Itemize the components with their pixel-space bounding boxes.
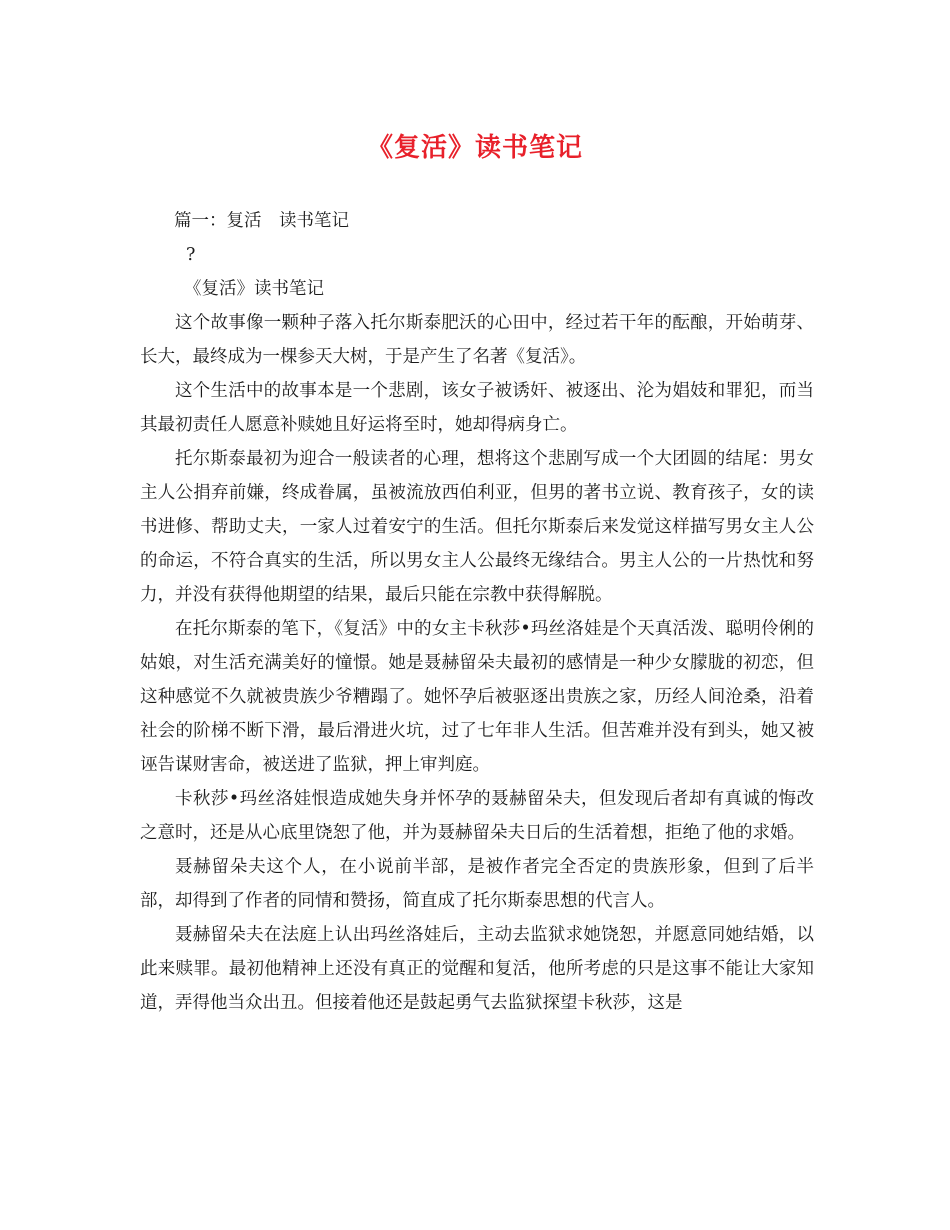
document-title: 《复活》读书笔记 xyxy=(366,133,583,163)
paragraph-2: 这个生活中的故事本是一个悲剧，该女子被诱奸、被逐出、沦为娼妓和罪犯，而当其最初责任人愿意补赎她且好运将至时，她却得病身亡。 xyxy=(140,381,814,435)
question-mark-line: ? xyxy=(186,245,196,265)
paragraph-1: 这个故事像一颗种子落入托尔斯泰肥沃的心田中，经过若干年的酝酿，开始萌芽、长大，最终成为一棵参天大树，于是产生了名著《复活》。 xyxy=(140,313,814,367)
section-heading: 篇一：复活 读书笔记 xyxy=(174,211,349,231)
paragraph-6: 聂赫留朵夫这个人，在小说前半部，是被作者完全否定的贵族形象，但到了后半部，却得到了作者的同情和赞扬，简直成了托尔斯泰思想的代言人。 xyxy=(140,857,814,911)
paragraph-3: 托尔斯泰最初为迎合一般读者的心理，想将这个悲剧写成一个大团圆的结尾：男女主人公捐弃前嫌，终成眷属，虽被流放西伯利亚，但男的著书立说、教育孩子，女的读书进修、帮助丈夫，一家人过着安宁的生活。但托尔斯泰后来发觉这样描写男女主人公的命运，不符合真实的生活，所以男女主人公最终无缘结合。男主人公的一片热忱和努力，并没有获得他期望的结果，最后只能在宗教中获得解脱。 xyxy=(140,449,814,605)
document-body xyxy=(140,204,814,1020)
paragraph-7: 聂赫留朵夫在法庭上认出玛丝洛娃后，主动去监狱求她饶恕，并愿意同她结婚，以此来赎罪。最初他精神上还没有真正的觉醒和复活，他所考虑的只是这事不能让大家知道，弄得他当众出丑。但接着他还是鼓起勇气去监狱探望卡秋莎，这是 xyxy=(140,925,814,1013)
paragraph-4: 在托尔斯泰的笔下，《复活》中的女主卡秋莎•玛丝洛娃是个天真活泼、聪明伶俐的姑娘，对生活充满美好的憧憬。她是聂赫留朵夫最初的感情是一种少女朦胧的初恋，但这种感觉不久就被贵族少爷糟蹋了。她怀孕后被驱逐出贵族之家，历经人间沧桑，沿着社会的阶梯不断下滑，最后滑进火坑，过了七年非人生活。但苦难并没有到头，她又被诬告谋财害命，被送进了监狱，押上审判庭。 xyxy=(140,619,814,775)
paragraph-5: 卡秋莎•玛丝洛娃恨造成她失身并怀孕的聂赫留朵夫，但发现后者却有真诚的悔改之意时，还是从心底里饶恕了他，并为聂赫留朵夫日后的生活着想，拒绝了他的求婚。 xyxy=(140,789,814,843)
document-subtitle: 《复活》读书笔记 xyxy=(184,279,324,299)
